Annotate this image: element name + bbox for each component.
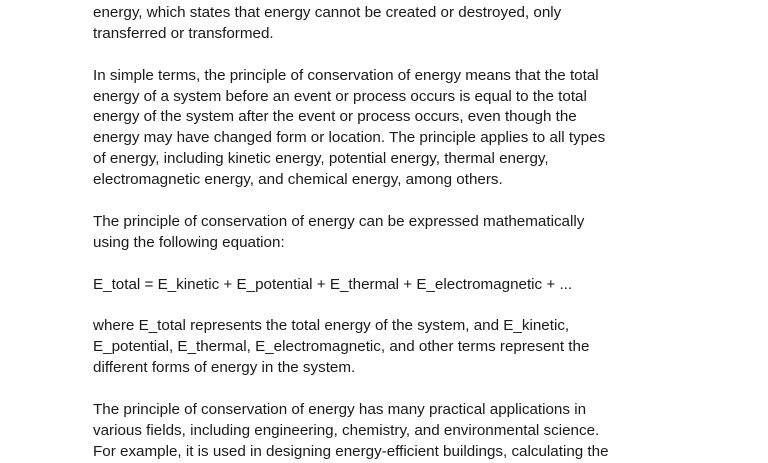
paragraph-gap (93, 191, 763, 212)
text-line: using the following equation: (93, 233, 285, 251)
paragraph-gap (93, 379, 763, 400)
text-line: energy, which states that energy cannot be created or destroyed, only (93, 4, 562, 21)
paragraph-equation-explanation (93, 316, 763, 379)
equation-line: E_total = E_kinetic + E_potential + E_thermal + E_electromagnetic + ... (93, 275, 573, 293)
paragraph-conservation-definition (93, 3, 763, 45)
text-line: where E_total represents the total energy of the system, and E_kinetic, (93, 317, 570, 335)
text-line: For example, it is used in designing energy-efficient buildings, calculating the (93, 442, 609, 460)
paragraph-gap (93, 254, 763, 275)
paragraph-gap (93, 45, 763, 66)
text-line: The principle of conservation of energy has many practical applications in (93, 400, 587, 418)
document-body (93, 3, 763, 463)
paragraph-simple-terms (93, 66, 763, 191)
paragraph-equation (93, 275, 763, 296)
text-line: In simple terms, the principle of conservation of energy means that the total (93, 66, 599, 84)
text-line: energy may have changed form or location. The principle applies to all types (93, 129, 606, 147)
text-line: different forms of energy in the system. (93, 359, 356, 377)
paragraph-applications (93, 400, 763, 463)
text-line: energy of a system before an event or process occurs is equal to the total (93, 87, 587, 105)
text-line: electromagnetic energy, and chemical energy, among others. (93, 171, 503, 189)
text-line: of energy, including kinetic energy, potential energy, thermal energy, (93, 150, 549, 168)
text-line: energy of the system after the event or process occurs, even though the (93, 108, 577, 126)
text-line: transferred or transformed. (93, 24, 274, 42)
paragraph-gap (93, 295, 763, 316)
paragraph-mathematical-expression (93, 212, 763, 254)
text-line: The principle of conservation of energy can be expressed mathematically (93, 212, 585, 230)
text-line: various fields, including engineering, chemistry, and environmental science. (93, 421, 600, 439)
text-line: E_potential, E_thermal, E_electromagnetic, and other terms represent the (93, 338, 590, 356)
